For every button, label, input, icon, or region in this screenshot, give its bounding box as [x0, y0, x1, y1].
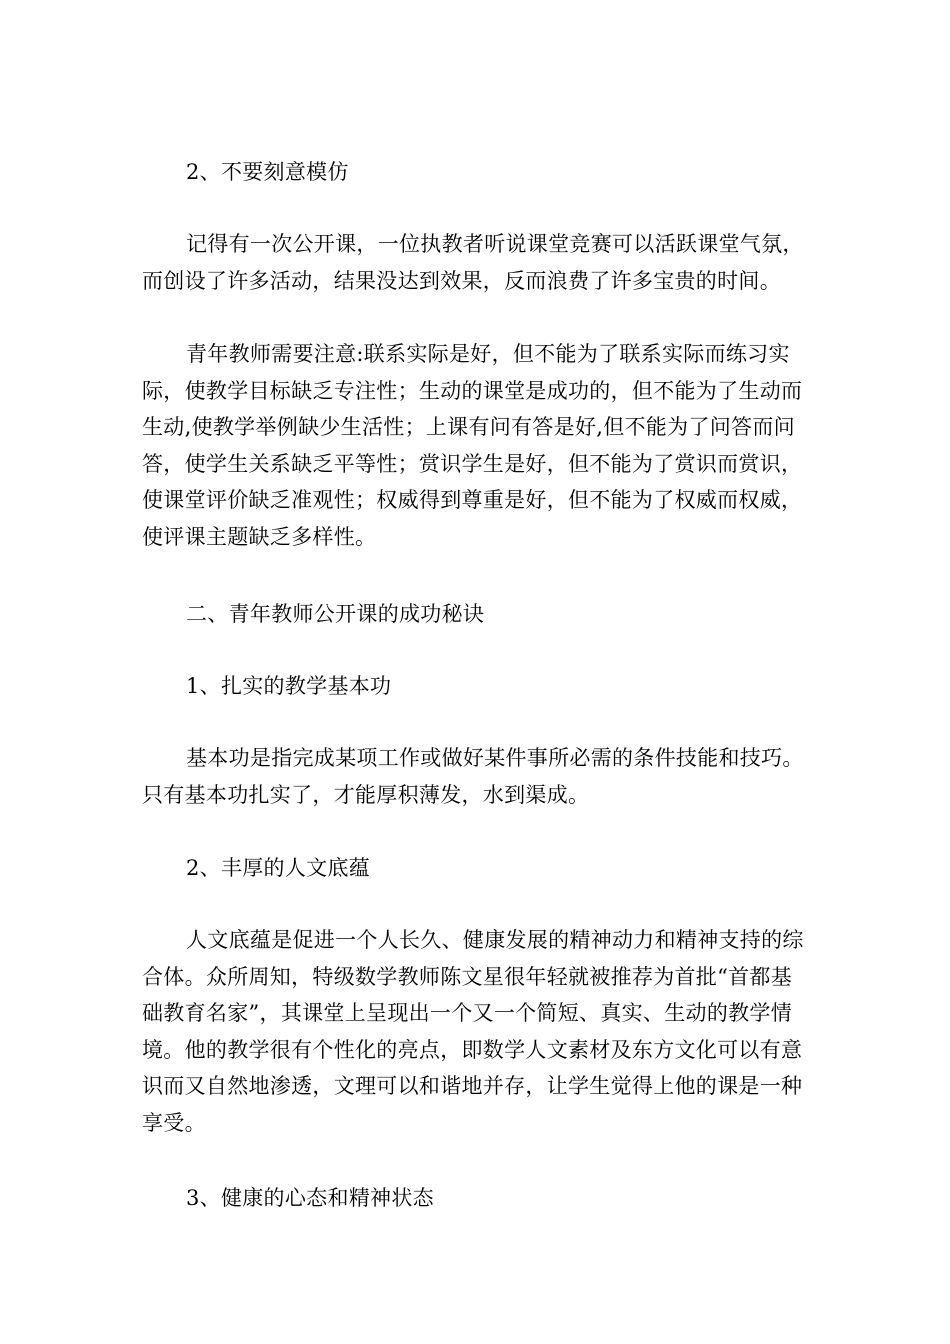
section-heading-basic-skills: 1、扎实的教学基本功 [186, 674, 392, 698]
section-heading-humanistic-foundation: 2、丰厚的人文底蕴 [186, 856, 371, 880]
paragraph-open-class-example: 记得有一次公开课，一位执教者听说课堂竞赛可以活跃课堂气氛，而创设了许多活动，结果没达到效果，反而浪费了许多宝贵的时间。 [142, 232, 804, 293]
section-heading-no-imitation: 2、不要刻意模仿 [186, 160, 349, 184]
section-heading-healthy-mindset: 3、健康的心态和精神状态 [186, 1186, 434, 1210]
paragraph-young-teacher-notes: 青年教师需要注意:联系实际是好，但不能为了联系实际而练习实际，使教学目标缺乏专注性；生动的课堂是成功的，但不能为了生动而生动,使教学举例缺少生活性；上课有问有答是好,但不能为了问答而问答，使学生关系缺乏平等性；赏识学生是好，但不能为了赏识而赏识，使课堂评价缺乏准观性；权威得到尊重是好，但不能为了权威而权威，使评课主题缺乏多样性。 [142, 342, 803, 549]
paragraph-basic-skills: 基本功是指完成某项工作或做好某件事所必需的条件技能和技巧。只有基本功扎实了，才能厚积薄发，水到渠成。 [142, 746, 804, 807]
paragraph-humanistic-foundation: 人文底蕴是促进一个人长久、健康发展的精神动力和精神支持的综合体。众所周知，特级数学教师陈文星很年轻就被推荐为首批“首都基础教育名家”，其课堂上呈现出一个又一个简短、真实、生动的教学情境。他的教学很有个性化的亮点，即数学人文素材及东方文化可以有意识而又自然地渗透，文理可以和谐地并存，让学生觉得上他的课是一种享受。 [142, 928, 804, 1135]
section-heading-success-secrets: 二、青年教师公开课的成功秘诀 [186, 602, 485, 626]
